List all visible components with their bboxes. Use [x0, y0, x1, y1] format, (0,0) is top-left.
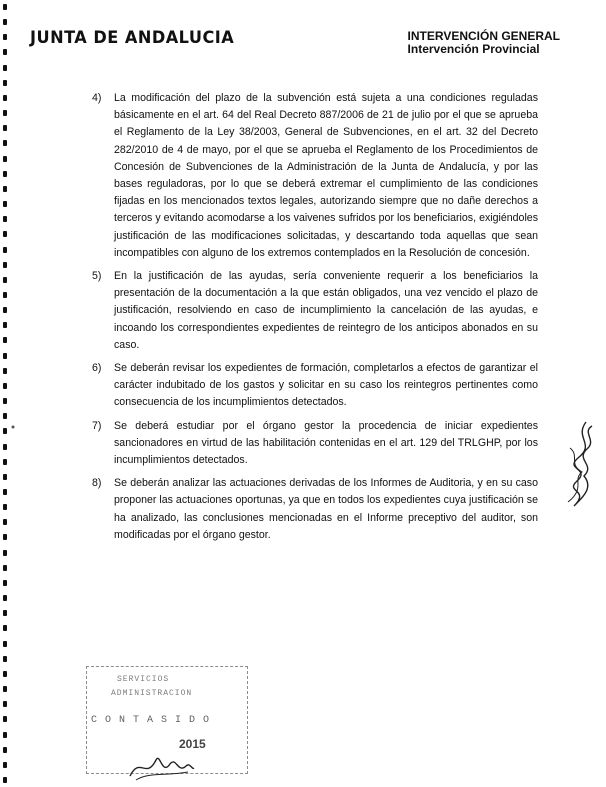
binding-hole [3, 732, 7, 738]
binding-hole [3, 383, 7, 389]
binding-hole [3, 762, 7, 768]
binding-hole [3, 625, 7, 631]
binding-hole [3, 504, 7, 510]
stamp-line: C O N T A S I D O [91, 715, 211, 726]
binding-hole [3, 686, 7, 692]
binding-hole [3, 49, 7, 55]
recommendations-list [92, 90, 538, 550]
binding-hole [3, 201, 7, 207]
item-text: La modificación del plazo de la subvención está sujeta a una condiciones reguladas básicamente en el art. 64 del Real Decreto 887/2006 de 21 de julio por el que se aprueba el Reglamento de la Ley 38/2003, General de Subvenciones, en el art. 32 del Decreto 282/2010 de 4 de mayo, por el que se aprueba el Reglamento de los Procedimientos de Concesión de Subvenciones de la Administración de la Junta de Andalucía, y por las bases reguladoras, por lo que se deberá extremar el cumplimiento de las condiciones fijadas en los mencionados textos legales, autorizando siempre que no dañe derechos a terceros y evitando acomodarse a los vaivenes sufridos por los beneficiarios, exigiéndoles justificación de las modificaciones solicitadas, y descartando toda aquellas que sean incompatibles con alguno de los extremos contemplados en la Resolución de concesión. [114, 92, 538, 259]
binding-hole [3, 307, 7, 313]
item-number: 6) [92, 362, 102, 375]
office-header [408, 30, 560, 56]
binding-hole [3, 277, 7, 283]
binding-hole [3, 34, 7, 40]
binding-hole [3, 428, 7, 434]
binding-hole [3, 534, 7, 540]
binding-hole [3, 19, 7, 25]
stamp-signature [126, 746, 196, 784]
binding-hole [3, 322, 7, 328]
stamp-line: ADMINISTRACION [111, 689, 193, 698]
item-text: Se deberá estudiar por el órgano gestor la procedencia de iniciar expedientes sancionadores en virtud de las habilitación contenidas en el art. 129 del TRLGHP, por los incumplimientos detectados. [114, 419, 538, 467]
binding-hole [3, 125, 7, 131]
binding-hole [3, 65, 7, 71]
scan-mark [10, 424, 16, 430]
binding-hole [3, 353, 7, 359]
list-item [92, 360, 538, 412]
binding-hole [3, 247, 7, 253]
list-item [92, 475, 538, 544]
binding-hole [3, 156, 7, 162]
binding-hole [3, 519, 7, 525]
binding-hole [3, 565, 7, 571]
binding-hole [3, 140, 7, 146]
item-text: En la justificación de las ayudas, sería conveniente requerir a los beneficiarios la presentación de la documentación a la que están obligados, una vez vencido el plazo de justificación, resolviendo en caso de incumplimiento la cancelación de las ayudas, e incoando los correspondientes expedientes de reintegro de los anticipos abonados en su caso. [114, 270, 538, 351]
binding-hole [3, 398, 7, 404]
item-text: Se deberán analizar las actuaciones derivadas de los Informes de Auditoria, y en su caso proponer las actuaciones oportunas, ya que en todos los expedientes cuya justificación se ha analizado, las conclusiones mencionadas en el Informe preceptivo del auditor, son modificadas por el órgano gestor. [114, 477, 538, 541]
binding-hole [3, 444, 7, 450]
item-text: Se deberán revisar los expedientes de formación, completarlos a efectos de garantizar el carácter indubitado de los gastos y solicitar en su caso los reintegros pertinentes como consecuencia de los incumplimientos detectados. [114, 362, 538, 409]
item-number: 8) [92, 477, 102, 490]
binding-hole [3, 716, 7, 722]
binding-hole [3, 550, 7, 556]
binding-hole [3, 641, 7, 647]
binding-hole [3, 595, 7, 601]
binding-hole [3, 610, 7, 616]
binding-hole [3, 656, 7, 662]
binding-hole [3, 80, 7, 86]
list-item [92, 90, 538, 262]
binding-hole [3, 671, 7, 677]
binding-hole [3, 216, 7, 222]
binding-hole [3, 777, 7, 783]
binding-hole [3, 186, 7, 192]
binding-hole [3, 580, 7, 586]
organization-name: JUNTA DE ANDALUCIA [30, 28, 235, 48]
binding-hole [3, 701, 7, 707]
binding-hole [3, 292, 7, 298]
item-number: 5) [92, 270, 102, 283]
stamp-line: SERVICIOS [117, 675, 170, 684]
list-item [92, 268, 538, 354]
binding-hole [3, 4, 7, 10]
list-item [92, 418, 538, 470]
binding-hole [3, 110, 7, 116]
binding-holes [3, 0, 13, 787]
margin-signature [556, 418, 604, 518]
binding-hole [3, 262, 7, 268]
binding-hole [3, 95, 7, 101]
binding-hole [3, 489, 7, 495]
binding-hole [3, 459, 7, 465]
stamp-year: 2015 [179, 737, 206, 751]
binding-hole [3, 413, 7, 419]
binding-hole [3, 747, 7, 753]
binding-hole [3, 368, 7, 374]
office-title: INTERVENCIÓN GENERAL [407, 29, 560, 43]
item-number: 7) [92, 419, 102, 432]
office-subtitle: Intervención Provincial [407, 42, 540, 56]
binding-hole [3, 337, 7, 343]
binding-hole [3, 171, 7, 177]
binding-hole [3, 474, 7, 480]
item-number: 4) [92, 92, 102, 104]
binding-hole [3, 231, 7, 237]
